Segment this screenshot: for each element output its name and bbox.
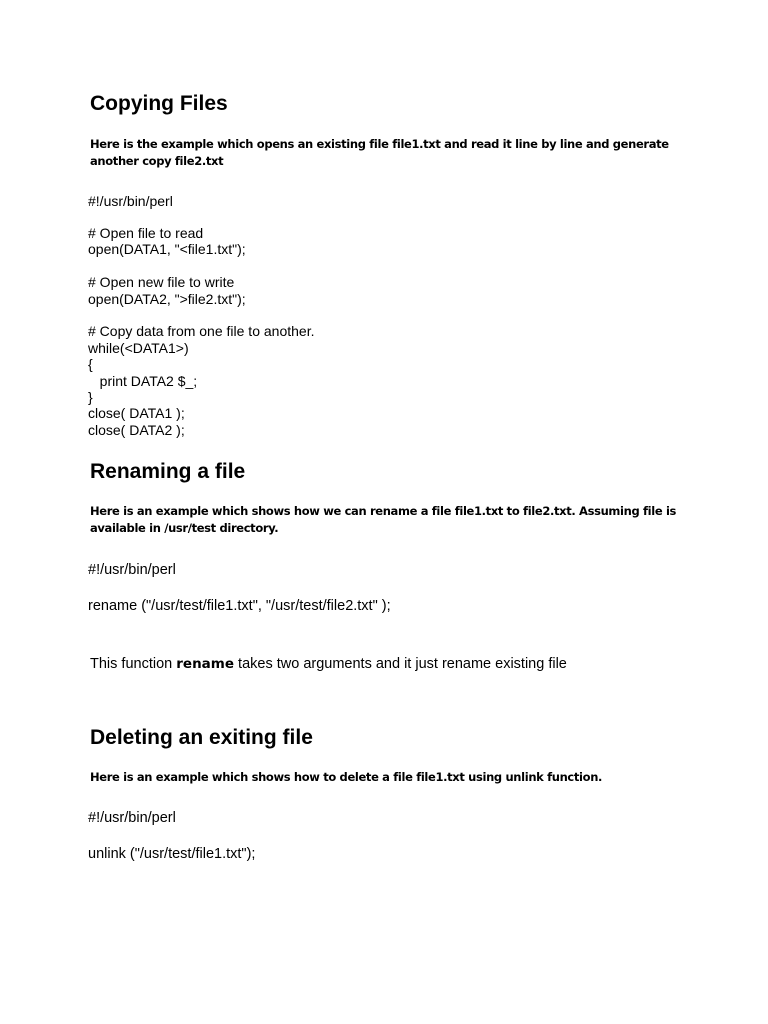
renaming-file-code-rename: rename ("/usr/test/file1.txt", "/usr/test/file2.txt" ); [88,598,391,614]
copying-files-code-while: while(<DATA1>) [88,340,189,356]
rename-note-keyword: rename [176,656,235,672]
rename-note-before: This function [90,656,177,672]
copying-files-code-open-read: open(DATA1, "<file1.txt"); [88,241,246,257]
copying-files-code-brace-close: } [88,389,93,405]
deleting-file-code-shebang: #!/usr/bin/perl [88,810,176,826]
rename-function-note [90,655,567,673]
section-title-deleting-a-file: Deleting an exiting file [90,726,313,749]
copying-files-code-close2: close( DATA2 ); [88,422,185,438]
copying-files-code-comment-copy: # Copy data from one file to another. [88,323,315,339]
section-title-copying-files: Copying Files [90,92,228,115]
copying-files-code-print: print DATA2 $_; [88,373,198,389]
copying-files-code-comment-read: # Open file to read [88,225,204,241]
deleting-file-intro: Here is an example which shows how to delete a file file1.txt using unlink function. [90,770,603,784]
deleting-file-code-unlink: unlink ("/usr/test/file1.txt"); [88,846,256,862]
rename-note-after: takes two arguments and it just rename existing file [234,656,567,672]
copying-files-code-brace-open: { [88,356,93,372]
section-title-renaming-a-file: Renaming a file [90,460,246,483]
copying-files-code-close1: close( DATA1 ); [88,405,185,421]
renaming-file-code-shebang: #!/usr/bin/perl [88,562,176,578]
copying-files-code-comment-write: # Open new file to write [88,274,235,290]
renaming-file-intro: Here is an example which shows how we can rename a file file1.txt to file2.txt. Assuming file is available in /usr/test directory. [90,504,677,535]
copying-files-intro: Here is the example which opens an existing file file1.txt and read it line by line and generate another copy file2.txt [90,137,669,168]
copying-files-code-shebang: #!/usr/bin/perl [88,193,173,209]
copying-files-code-open-write: open(DATA2, ">file2.txt"); [88,291,246,307]
